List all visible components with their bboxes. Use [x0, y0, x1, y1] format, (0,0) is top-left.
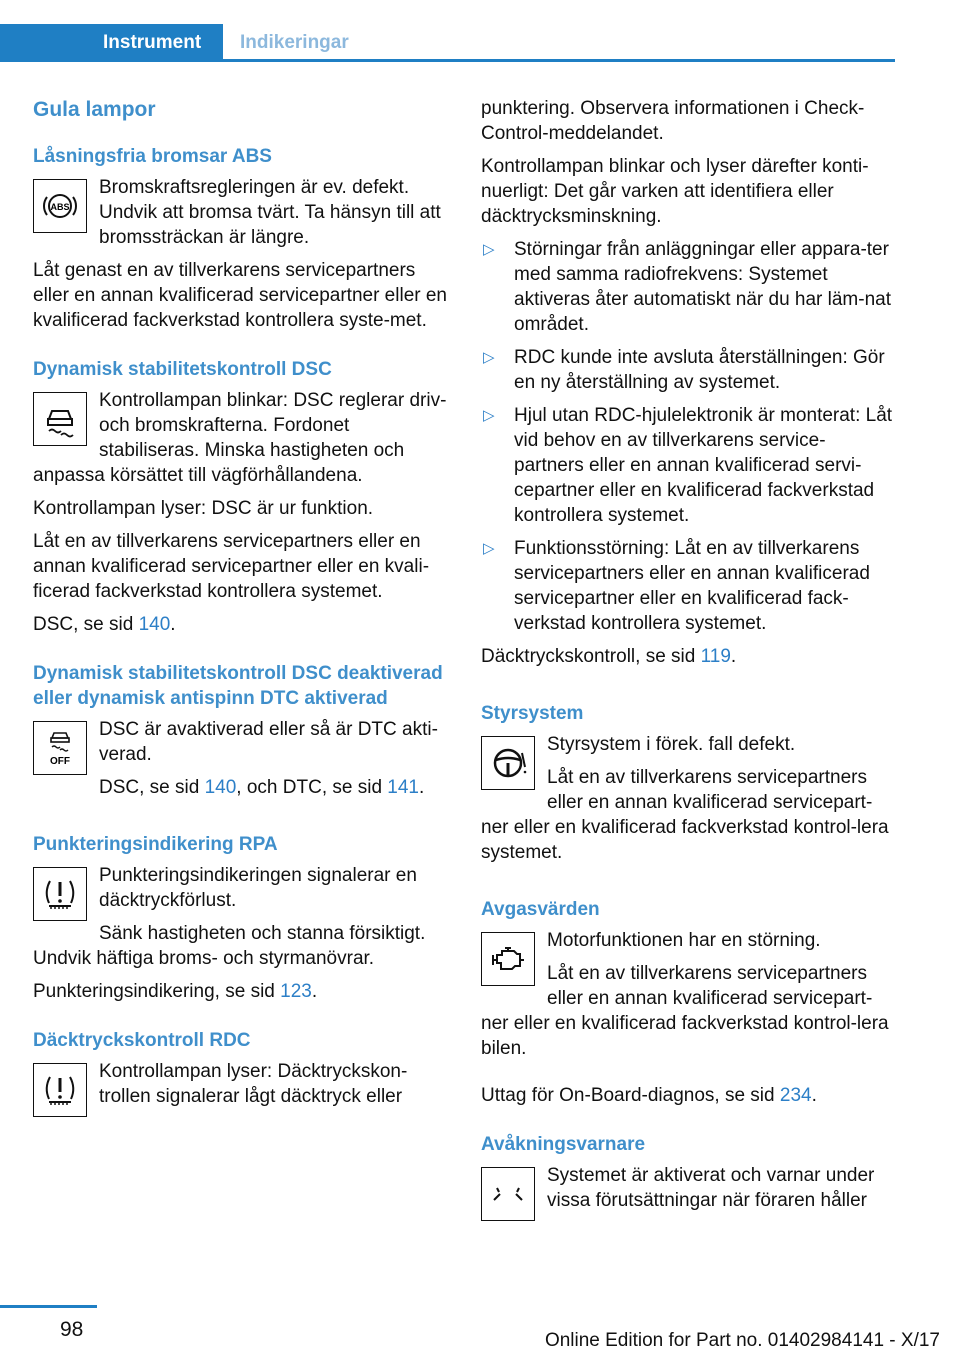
bullet-triangle-icon: ▷: [483, 349, 495, 366]
svg-text:ABS: ABS: [50, 202, 70, 212]
list-item: [481, 237, 893, 337]
abs-heading: Låsningsfria bromsar ABS: [33, 146, 272, 167]
svg-text:OFF: OFF: [50, 756, 70, 767]
emissions-text-1: Motorfunktionen har en störning.: [547, 930, 821, 951]
abs-text-1: Bromskraftsregleringen är ev. defekt. Undvik att bromsa tvärt. Ta hänsyn till att bromssträckan är längre.: [99, 177, 441, 248]
page-header: [0, 0, 960, 62]
dsc-section: [33, 357, 447, 637]
dsc-text-3: Låt en av tillverkarens servicepartners eller en annan kvalificerad servicepartner eller en kvali‐ficerad fackverkstad kontrollera systemet.: [33, 531, 430, 602]
ref-text: DSC, se sid: [99, 777, 205, 798]
dsc-text-1: Kontrollampan blinkar: DSC reglerar driv- och bromskrafterna. Fordonet stabiliseras. Minska hastigheten och anpassa körsättet till vägförhållandena.: [33, 390, 447, 486]
rpa-heading: Punkteringsindikering RPA: [33, 834, 278, 855]
steering-wheel-warning-icon: [481, 736, 535, 790]
list-item: [481, 536, 893, 636]
dsc-skidding-car-icon: [33, 392, 87, 446]
rpa-text-2: Sänk hastigheten och stanna försiktigt. Undvik häftiga broms- och styrmanövrar.: [33, 923, 426, 969]
ref-period: .: [811, 1085, 817, 1106]
ref-period: .: [170, 614, 176, 635]
ref-period: .: [730, 646, 737, 667]
emissions-text-2: Låt en av tillverkarens servicepartners eller en annan kvalificerad servicepart‐ner eller en kvalificerad fackverkstad kontrol‐lera bilen.: [481, 963, 889, 1059]
rdc-text-1: Kontrollampan lyser: Däcktryckskon‐trollen signalerar lågt däcktryck eller: [99, 1061, 408, 1107]
list-item-text: Funktionsstörning: Låt en av tillverkarens servicepartners eller en annan kvalificerad servicepartner eller en kvalificerad fack‐verkstad kontrollera systemet.: [514, 538, 870, 634]
emissions-reference: [481, 1083, 893, 1108]
bullet-triangle-icon: ▷: [483, 407, 495, 424]
list-item-text: RDC kunde inte avsluta återställningen: Gör en ny återställning av systemet.: [514, 347, 885, 393]
rpa-text-1: Punkteringsindikeringen signalerar en däcktryckförlust.: [99, 865, 417, 911]
dsc-off-section: [33, 661, 447, 808]
dsc-off-heading: Dynamisk stabilitetskontroll DSC deaktiverad eller dynamisk antispinn DTC aktiverad: [33, 663, 443, 709]
list-item-text: Störningar från anläggningar eller appara‐ter med samma radiofrekvens: Systemet aktiveras åter automatiskt när du har läm‐nat området.: [514, 239, 892, 335]
rdc-cont-text-1: punktering. Observera informationen i Check-Control-meddelandet.: [481, 98, 865, 144]
bullet-triangle-icon: ▷: [483, 540, 495, 557]
drowsiness-section: [481, 1132, 893, 1225]
rdc-cont-text-2: Kontrollampan blinkar och lyser därefter konti‐nuerligt: Det går varken att identifiera eller däcktrycksminskning.: [481, 156, 869, 227]
abs-section: [33, 144, 447, 333]
bullet-triangle-icon: ▷: [483, 241, 495, 258]
tab-instrument[interactable]: Instrument: [0, 24, 223, 62]
dsc-off-text-1: DSC är avaktiverad eller så är DTC akti‐verad.: [99, 719, 438, 765]
list-item-text: Hjul utan RDC-hjulelektronik är monterat: Låt vid behov en av tillverkarens service‐partners eller en annan kvalificerad servi‐cepartner eller en kvalificerad fackverkstad kontrollera systemet.: [514, 405, 893, 526]
rdc-heading: Däcktryckskontroll RDC: [33, 1030, 251, 1051]
rdc-section: [33, 1028, 447, 1121]
page-link-141[interactable]: 141: [387, 777, 419, 798]
rpa-reference: [33, 979, 447, 1004]
list-item: [481, 345, 893, 395]
steering-heading: Styrsystem: [481, 703, 584, 724]
rpa-section: [33, 832, 447, 1004]
dsc-text-2: Kontrollampan lyser: DSC är ur funktion.: [33, 498, 374, 519]
drowsiness-text-1: Systemet är aktiverat och varnar under vissa förutsättningar när föraren håller: [547, 1165, 875, 1211]
page-link-123[interactable]: 123: [280, 981, 312, 1002]
ref-text: , och DTC, se sid: [236, 777, 388, 798]
dsc-off-icon: [33, 721, 87, 775]
tab-indikeringar[interactable]: Indikeringar: [240, 32, 349, 53]
tire-pressure-warning-icon: [33, 1063, 87, 1117]
dsc-off-reference: [33, 775, 447, 800]
list-item: [481, 403, 893, 528]
page-number: 98: [60, 1318, 84, 1341]
section-title: Gula lampor: [33, 98, 156, 121]
lane-departure-warning-icon: [481, 1167, 535, 1221]
ref-period: .: [311, 981, 318, 1002]
left-column: [33, 96, 447, 1145]
edition-note: Online Edition for Part no. 01402984141 - X/17: [544, 1330, 940, 1351]
page-link-140[interactable]: 140: [138, 614, 171, 635]
steering-text-2: Låt en av tillverkarens servicepartners eller en annan kvalificerad servicepart‐ner eller en kvalificerad fackverkstad kontrol‐lera systemet.: [481, 767, 889, 863]
tire-pressure-warning-icon: [33, 867, 87, 921]
dsc-heading: Dynamisk stabilitetskontroll DSC: [33, 359, 332, 380]
rdc-bullet-list: [481, 237, 893, 636]
abs-text-2: Låt genast en av tillverkarens servicepartners eller en annan kvalificerad servicepartner eller en kvalificerad fackverkstad kontrollera syste‐met.: [33, 260, 448, 331]
ref-text: Uttag för On-Board-diagnos, se sid: [481, 1085, 780, 1106]
ref-text: Däcktryckskontroll, se sid: [481, 646, 701, 667]
abs-warning-icon: [33, 179, 87, 233]
page-link-119[interactable]: 119: [700, 646, 731, 667]
ref-text: DSC, se sid: [33, 614, 139, 635]
engine-check-icon: [481, 932, 535, 986]
emissions-section: [481, 897, 893, 1108]
header-rule: [0, 59, 895, 62]
right-column: [481, 96, 893, 1249]
dsc-reference: [33, 612, 447, 637]
ref-text: Punkteringsindikering, se sid: [33, 981, 281, 1002]
ref-period: .: [419, 777, 425, 798]
drowsiness-heading: Avåkningsvarnare: [481, 1134, 646, 1155]
page-link-140[interactable]: 140: [204, 777, 237, 798]
rdc-reference: [481, 644, 893, 669]
emissions-heading: Avgasvärden: [481, 899, 600, 920]
steering-text-1: Styrsystem i förek. fall defekt.: [547, 734, 796, 755]
page-link-234[interactable]: 234: [779, 1085, 812, 1106]
footer-rule: [0, 1305, 97, 1308]
steering-section: [481, 701, 893, 873]
